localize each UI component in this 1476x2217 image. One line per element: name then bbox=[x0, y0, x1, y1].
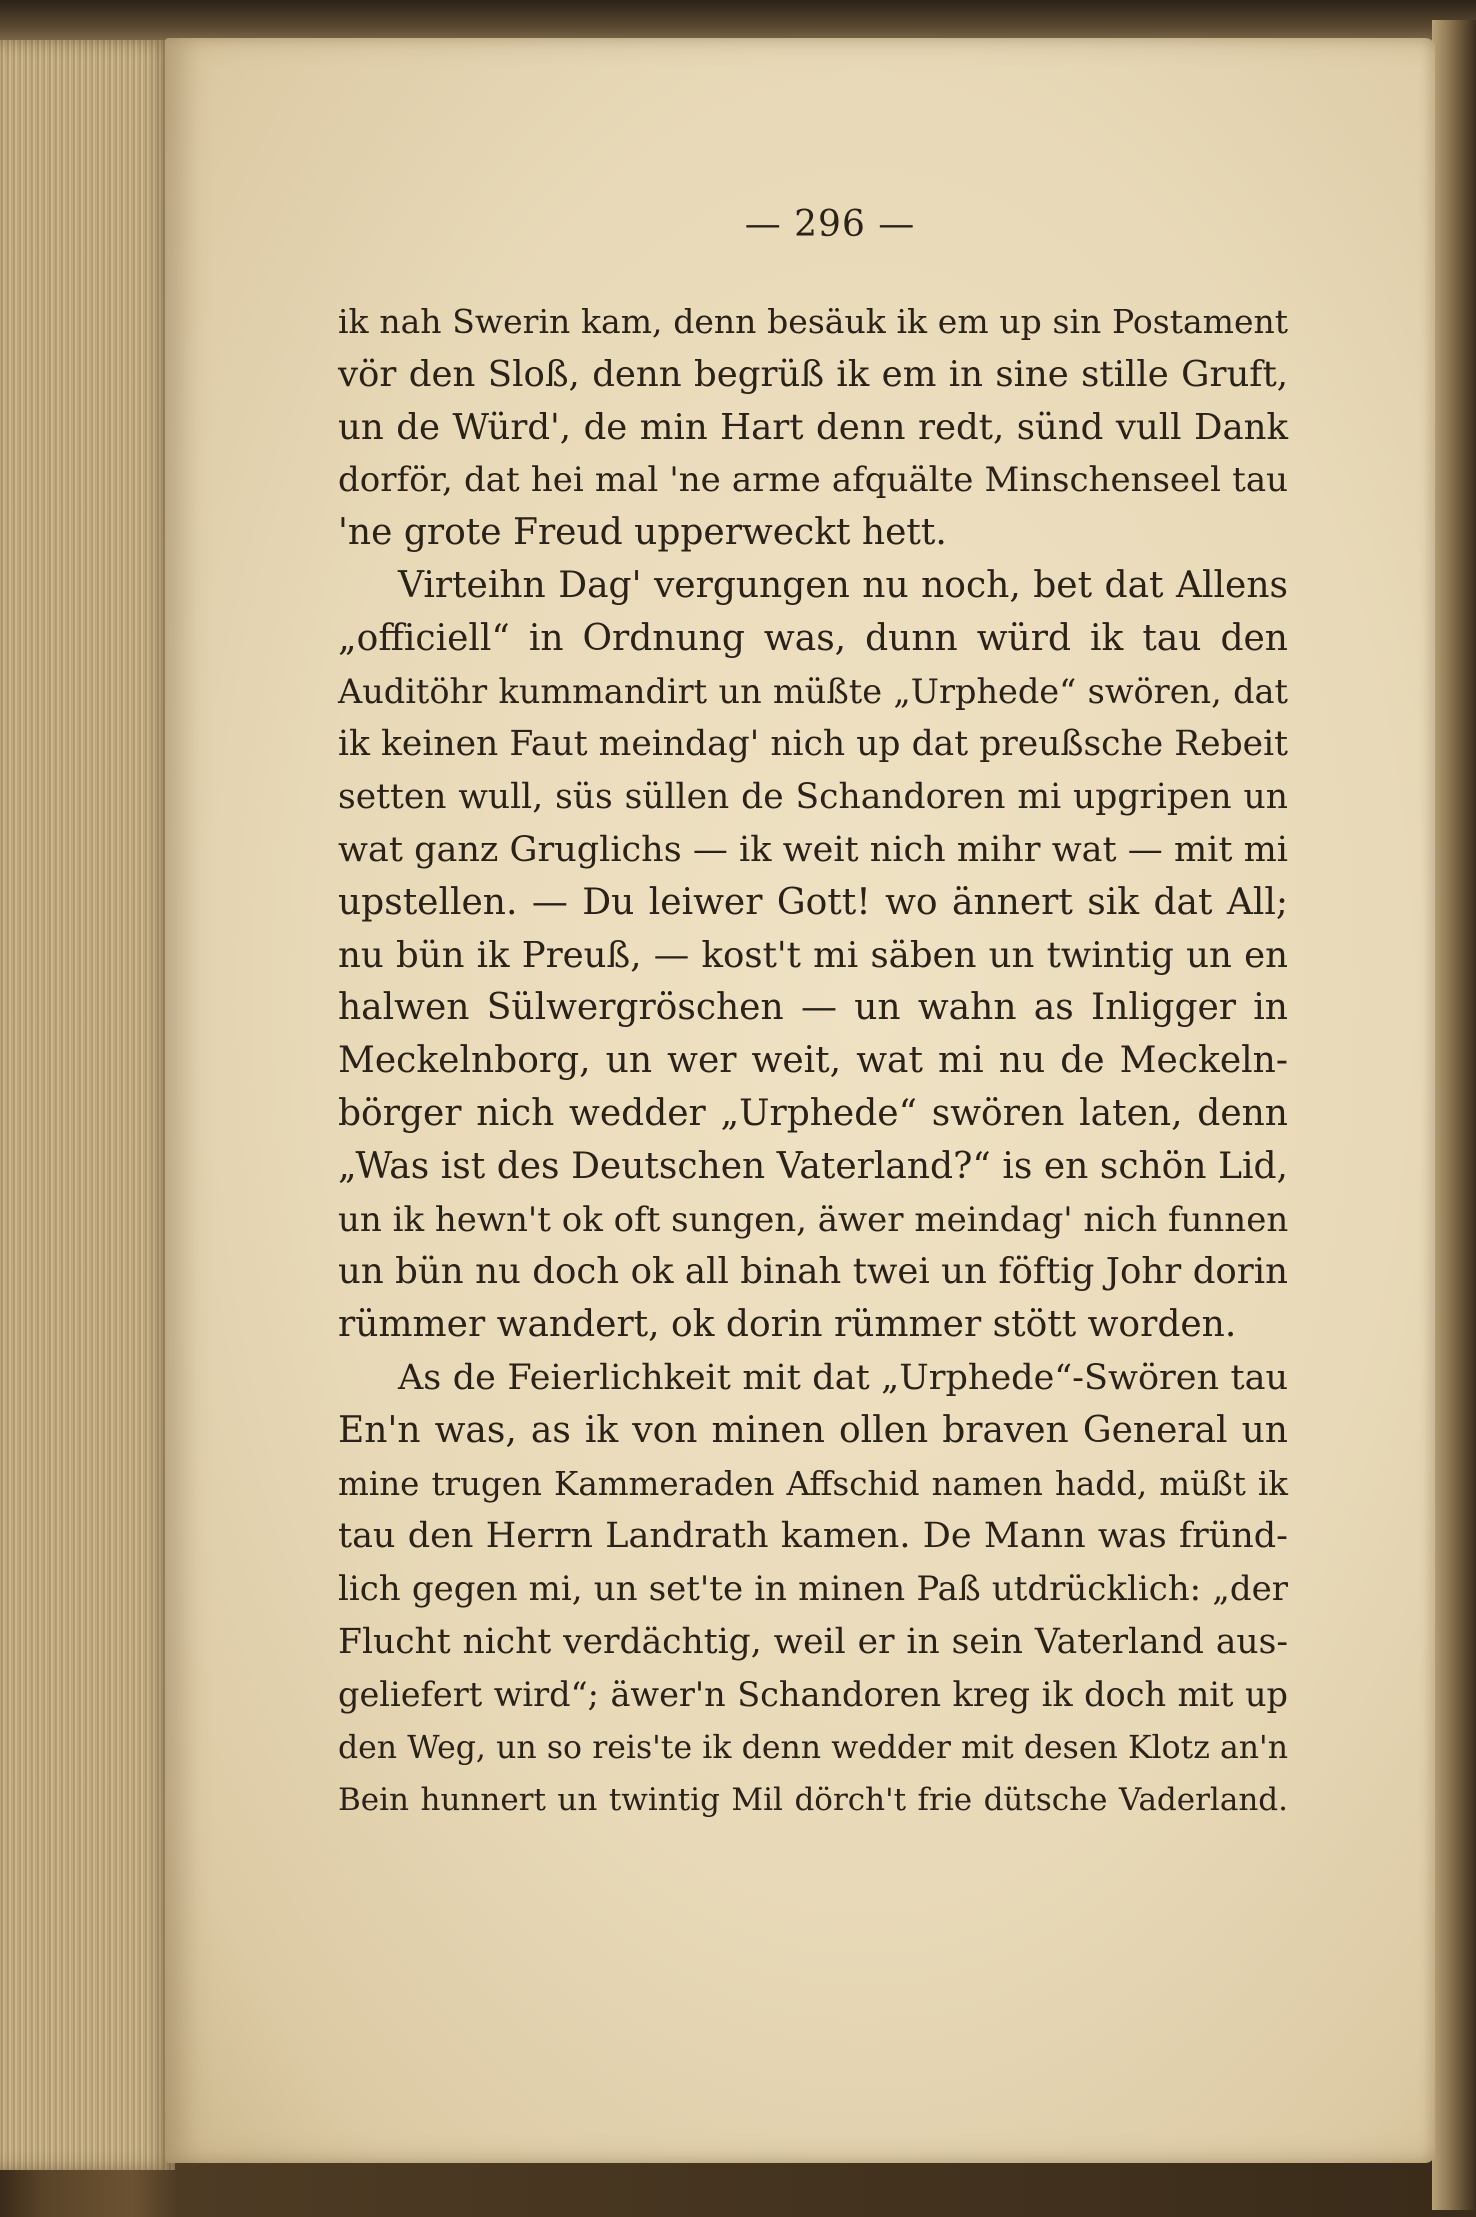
text-line: „officiell“ in Ordnung was, dunn würd ik tau den bbox=[338, 617, 1288, 659]
text-line: mine trugen Kammeraden Affschid namen hadd, müßt ik bbox=[338, 1464, 1288, 1503]
text-line: Flucht nicht verdächtig, weil er in sein Vaterland aus- bbox=[338, 1621, 1288, 1662]
text-line: dorför, dat hei mal 'ne arme afquälte Minschenseel tau bbox=[338, 460, 1288, 501]
text-line: geliefert wird“; äwer'n Schandoren kreg ik doch mit up bbox=[338, 1674, 1288, 1714]
text-line: un ik hewn't ok oft sungen, äwer meindag' nich funnen bbox=[338, 1199, 1289, 1240]
text-line: nu bün ik Preuß, — kost't mi säben un twintig un en bbox=[338, 934, 1288, 976]
text-line: den Weg, un so reis'te ik denn wedder mit desen Klotz an'n bbox=[338, 1729, 1288, 1766]
text-line: lich gegen mi, un set'te in minen Paß utdrücklich: „der bbox=[338, 1569, 1288, 1610]
text-line: un bün nu doch ok all binah twei un föftig Johr dorin bbox=[338, 1251, 1288, 1293]
binding-edge bbox=[1432, 20, 1476, 2210]
text-line: wat ganz Gruglichs — ik weit nich mihr wat — mit mi bbox=[338, 829, 1288, 870]
text-line: ik nah Swerin kam, denn besäuk ik em up sin Postament bbox=[338, 302, 1288, 341]
text-line: börger nich wedder „Urphede“ swören laten, denn bbox=[338, 1092, 1288, 1134]
text-line: 'ne grote Freud upperweckt hett. bbox=[338, 512, 947, 554]
text-line: ik keinen Faut meindag' nich up dat preußsche Rebeit bbox=[338, 724, 1288, 765]
text-line: upstellen. — Du leiwer Gott! wo ännert sik dat All; bbox=[338, 881, 1288, 923]
text-line: setten wull, süs süllen de Schandoren mi upgripen un bbox=[338, 777, 1288, 818]
text-line: un de Würd', de min Hart denn redt, sünd vull Dank bbox=[338, 406, 1288, 448]
text-line: Auditöhr kummandirt un müßte „Urphede“ swören, dat bbox=[338, 671, 1288, 711]
text-line: halwen Sülwergröschen — un wahn as Inligger in bbox=[338, 987, 1288, 1029]
page-number: — 296 — bbox=[744, 204, 916, 245]
text-line: Meckelnborg, un wer weit, wat mi nu de Meckeln- bbox=[338, 1040, 1288, 1082]
text-line: tau den Herrn Landrath kamen. De Mann was fründ- bbox=[338, 1516, 1288, 1557]
text-line: rümmer wandert, ok dorin rümmer stött worden. bbox=[338, 1304, 1237, 1346]
page-body-text bbox=[338, 296, 1288, 1827]
text-line: Virteihn Dag' vergungen nu noch, bet dat Allens bbox=[398, 564, 1288, 606]
page-stack-edge bbox=[0, 40, 175, 2170]
text-line: vör den Sloß, denn begrüß ik em in sine stille Gruft, bbox=[338, 353, 1288, 395]
text-line: Bein hunnert un twintig Mil dörch't frie dütsche Vaderland. bbox=[338, 1782, 1288, 1819]
text-line: En'n was, as ik von minen ollen braven General un bbox=[338, 1409, 1288, 1451]
text-line: „Was ist des Deutschen Vaterland?“ is en schön Lid, bbox=[338, 1145, 1288, 1187]
text-line: As de Feierlichkeit mit dat „Urphede“-Swören tau bbox=[398, 1357, 1288, 1398]
